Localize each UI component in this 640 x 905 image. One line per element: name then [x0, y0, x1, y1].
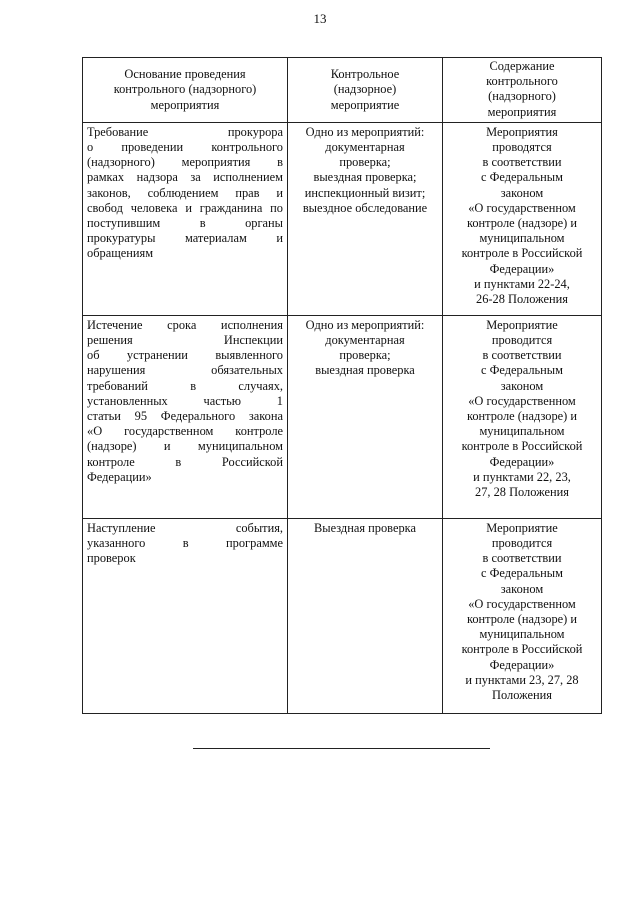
footer-divider: [193, 748, 490, 749]
text-line: рамках надзора за исполнением: [87, 170, 283, 185]
text-line: (надзорного) мероприятия в: [87, 155, 283, 170]
text-line: Истечение срока исполнения: [87, 317, 283, 332]
text-line: о проведении контрольного: [87, 140, 283, 155]
content-cell: [443, 315, 602, 518]
header-line: контрольного: [486, 74, 558, 89]
text-line: в соответствии: [482, 551, 562, 566]
text-line: Положения: [492, 688, 552, 703]
header-content: [443, 58, 602, 123]
text-line: статьи 95 Федерального закона: [87, 409, 283, 424]
text-line: свобод человека и гражданина по: [87, 200, 283, 215]
text-line: проводится: [491, 536, 553, 551]
text-line: и пунктами 22, 23,: [473, 469, 571, 484]
text-line: Одно из мероприятий:: [305, 124, 425, 139]
text-line: контроле (надзоре) и: [466, 612, 578, 627]
table-row: [83, 315, 602, 518]
text-line: муниципальном: [479, 424, 565, 439]
header-line: мероприятие: [330, 97, 400, 112]
text-line: прокуратуры материалам и: [87, 231, 283, 246]
text-line: муниципальном: [479, 627, 565, 642]
activity-cell: [288, 122, 443, 315]
text-line: в соответствии: [482, 348, 562, 363]
text-line: и пунктами 22-24,: [474, 276, 570, 291]
basis-cell: [83, 122, 288, 315]
table-row: [83, 122, 602, 315]
text-line: «О государственном контроле: [87, 424, 283, 439]
text-line: требований в случаях,: [87, 378, 283, 393]
text-line: Мероприятие: [486, 520, 558, 535]
text-line: выездная проверка;: [313, 170, 417, 185]
header-line: (надзорное): [333, 82, 397, 97]
header-line: Контрольное: [330, 67, 400, 82]
text-line: «О государственном: [468, 393, 576, 408]
activity-cell: [288, 518, 443, 713]
page-number: 13: [313, 11, 327, 26]
text-line: указанного в программе: [87, 536, 283, 551]
text-line: муниципальном: [479, 231, 565, 246]
content-cell: [443, 518, 602, 713]
text-line: выездное обследование: [302, 200, 428, 215]
text-line: Наступление события,: [87, 520, 283, 535]
text-line: с Федеральным: [481, 363, 563, 378]
text-line: проверок: [87, 551, 136, 566]
text-line: инспекционный визит;: [304, 185, 426, 200]
basis-cell: [83, 518, 288, 713]
text-line: Одно из мероприятий:: [305, 317, 425, 332]
text-line: 26-28 Положения: [476, 292, 568, 307]
text-line: проверка;: [339, 155, 391, 170]
header-line: мероприятия: [487, 104, 557, 119]
text-line: «О государственном: [468, 200, 576, 215]
text-line: выездная проверка: [315, 363, 415, 378]
text-line: законов, соблюдением прав и: [87, 185, 283, 200]
text-line: Федерации»: [489, 454, 555, 469]
text-line: (надзоре) и муниципальном: [87, 439, 283, 454]
table-row: [83, 518, 602, 713]
text-line: Мероприятие: [486, 317, 558, 332]
header-line: (надзорного): [488, 89, 556, 104]
text-line: контроле в Российской: [461, 246, 583, 261]
header-line: Основание проведения: [124, 67, 246, 82]
text-line: Требование прокурора: [87, 124, 283, 139]
text-line: контроле в Российской: [461, 439, 583, 454]
text-line: контроле (надзоре) и: [466, 216, 578, 231]
text-line: обращениям: [87, 246, 154, 261]
text-line: Федерации»: [489, 261, 555, 276]
content-cell: [443, 122, 602, 315]
table-header-row: [83, 58, 602, 123]
text-line: документарная: [325, 140, 405, 155]
text-line: поступившим в органы: [87, 216, 283, 231]
text-line: законом: [500, 378, 544, 393]
text-line: с Федеральным: [481, 566, 563, 581]
header-activity: [288, 58, 443, 123]
basis-cell: [83, 315, 288, 518]
text-line: установленных частью 1: [87, 393, 283, 408]
text-line: контроле в Российской: [461, 642, 583, 657]
text-line: документарная: [325, 333, 405, 348]
header-line: Содержание: [489, 59, 555, 73]
text-line: 27, 28 Положения: [475, 485, 569, 500]
text-line: проверка;: [339, 348, 391, 363]
text-line: Мероприятия: [486, 124, 558, 139]
header-basis: [83, 58, 288, 123]
text-line: контроле (надзоре) и: [466, 409, 578, 424]
text-line: Федерации»: [87, 469, 152, 484]
text-line: контроле в Российской: [87, 454, 283, 469]
text-line: об устранении выявленного: [87, 348, 283, 363]
text-line: проводятся: [492, 140, 552, 155]
header-line: контрольного (надзорного): [113, 82, 257, 97]
text-line: проводится: [491, 333, 553, 348]
text-line: нарушения обязательных: [87, 363, 283, 378]
activity-cell: [288, 315, 443, 518]
text-line: и пунктами 23, 27, 28: [465, 672, 579, 687]
inspection-table: [82, 57, 602, 714]
text-line: законом: [500, 185, 544, 200]
text-line: законом: [500, 581, 544, 596]
text-line: с Федеральным: [481, 170, 563, 185]
text-line: «О государственном: [468, 596, 576, 611]
header-line: мероприятия: [150, 97, 220, 112]
text-line: решения Инспекции: [87, 333, 283, 348]
text-line: Выездная проверка: [314, 520, 416, 535]
text-line: в соответствии: [482, 155, 562, 170]
text-line: Федерации»: [489, 657, 555, 672]
